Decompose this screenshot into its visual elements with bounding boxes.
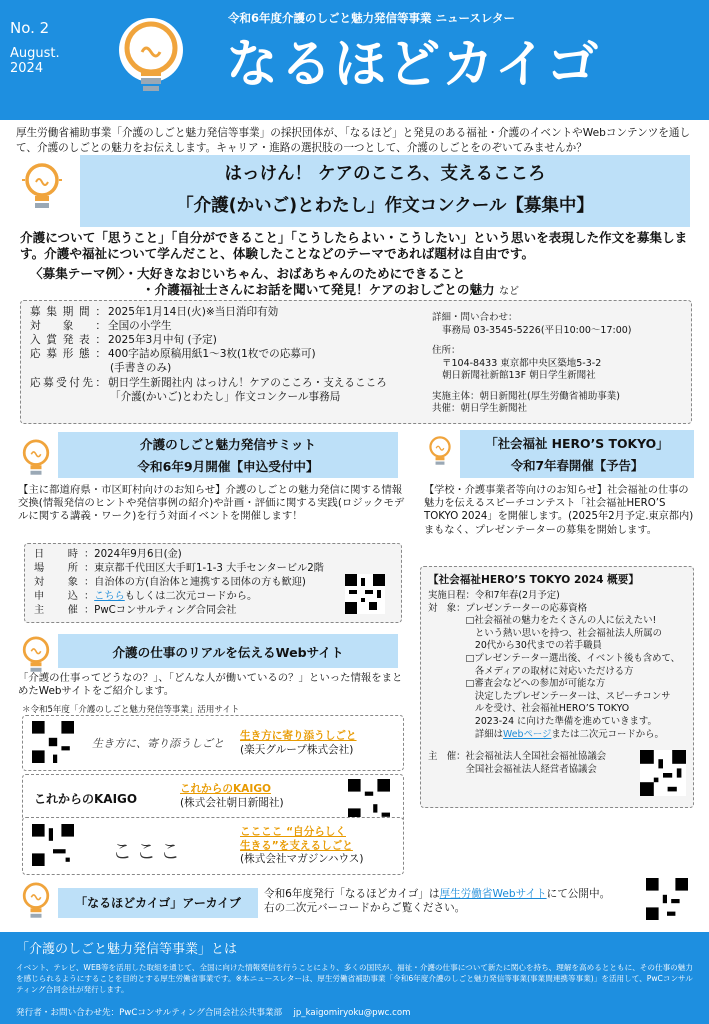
qr-code-icon[interactable] (640, 750, 686, 796)
detail-row: 応募受付先： 朝日学生新聞社内 はっけん！ケアのこころ・支えるこころ (30, 377, 387, 389)
theme-item: 大好きなおじいちゃん、おばあちゃんのためにできること (137, 266, 466, 281)
footer-title: 「介護のしごと魅力発信等事業」とは (16, 942, 238, 957)
archive-description: 令和6年度発行「なるほどカイゴ」は厚生労働省Webサイトにて公開中。 右の二次元バーコードからご覧ください。 (264, 888, 611, 914)
hero-webpage-link[interactable] (520, 729, 570, 742)
theme-note: など (499, 286, 520, 297)
footer-body: イベント、テレビ、WEB等を活用した取組を通じて、全国に向けた情報発信を行うことにより、多くの国民が、福祉・介護の仕事について新たに関心を持ち、理解を高めるとともに、その仕事の魅力を感じられるようにすることを目的とする厚生労働省事業です。※本ニュースレターは、厚生労働省補助事業「令和6年度介護のしごと魅力発信等事業(事業間連携等事業)」を活用して、PwCコンサルティング合同会社が発行します。 (16, 963, 693, 995)
lightbulb-icon (20, 160, 64, 216)
contest-title-line1: はっけん！ ケアのこころ、支えるこころ (224, 164, 546, 184)
hero-title-line1: 「社会福祉 HERO’S TOKYO」 (485, 436, 669, 451)
summit-title-line2: 令和6年9月開催【申込受付中】 (137, 459, 319, 474)
issue-month: August. (10, 46, 60, 61)
site-logo: 生き方に、寄り添うしごと (92, 737, 224, 750)
site-link[interactable]: 生き方に寄り添うしごと (楽天グループ株式会社) (240, 730, 357, 756)
detail-row: 「介護(かいご)とわたし」作文コンクール事務局 (110, 391, 341, 403)
summit-apply-link[interactable] (84, 590, 124, 604)
lightbulb-icon (18, 880, 54, 924)
detail-row: 日時 ：2024年9月6日(金) (34, 549, 182, 560)
intro-text: 厚生労働省補助事業「介護のしごと魅力発信等事業」の採択団体が、「なるほど」と発見のある福祉・介護のイベントやWebコンテンツを通して、介護のしごとの魅力をお伝えします。キャリア・進路の選択肢の一つとして、介護のしごとをのぞいてみませんか？ (16, 127, 691, 154)
summit-description: 【主に都道府県・市区町村向けのお知らせ】介護のしごとの魅力発信に関する情報交換(情報発信のヒントや発信事例の紹介)や計画・評価に関する実践(ロジックモデルに関する講義・ワーク)を行う対面イベントを開催します！ (18, 484, 405, 523)
detail-row: 主催 ：PwCコンサルティング合同会社 (34, 605, 237, 616)
detail-row: 対象 ：自治体の方(自治体と連携する団体の方も歓迎) (34, 577, 306, 588)
issue-year: 2024 (10, 61, 44, 76)
lightbulb-icon (112, 12, 190, 104)
archive-title: 「なるほどカイゴ」アーカイブ (75, 896, 241, 910)
qr-code-icon[interactable] (32, 824, 74, 866)
lightbulb-icon (18, 437, 54, 481)
summit-title-line1: 介護のしごと魅力発信サミット (139, 437, 317, 452)
web-note: ＊令和5年度「介護のしごと魅力発信等事業」活用サイト (22, 705, 240, 715)
hero-box-title: 【社会福祉HERO’S TOKYO 2024 概要】 (428, 574, 639, 586)
site-logo: こここ (112, 839, 184, 863)
detail-row: 応募形態： 400字詰め原稿用紙1～3枚(1枚での応募可) (30, 348, 316, 360)
themes-label: 〈募集テーマ例〉・ (30, 266, 138, 281)
detail-row: 入賞発表： 2025年3月中旬 (予定) (30, 334, 217, 346)
theme-item: ・介護福祉士さんにお話を聞いて発見！ケアのおしごとの魅力 (142, 282, 495, 297)
detail-row: 募集期間： 2025年1月14日(火)※当日消印有効 (30, 306, 279, 318)
site-link[interactable]: ここここ “自分らしく 生きる”を支えるしごと (株式会社マガジンハウス) (240, 826, 364, 865)
qr-code-icon[interactable] (32, 721, 74, 763)
issue-number: No. 2 (10, 19, 50, 37)
detail-row: 申込 ：こちらもしくは二次元コードから。 (34, 591, 258, 602)
site-link[interactable]: これからのKAIGO (株式会社朝日新聞社) (180, 783, 284, 809)
summit-details (34, 548, 324, 618)
contest-description: 介護について「思うこと」「自分ができること」「こうしたらよい・こうしたい」という思いを表現した作文を募集します。介護や福祉について学んだこと、体験したことなどのテーマであれば題材は自由です。 (20, 230, 688, 261)
contest-themes (30, 266, 519, 300)
hero-title-line2: 令和7年春開催【予告】 (510, 458, 644, 473)
hero-description: 【学校・介護事業者等向けのお知らせ】社会福祉の仕事の魅力を伝えるスピーチコンテスト「社会福祉HERO’S TOKYO 2024」を開催します。(2025年2月予定.東京都内) まもなく、プレゼンテーターの募集を開始します。 (424, 485, 694, 536)
web-description: 「介護の仕事ってどうなの？」、「どんな人が働いているの？」といった情報をまとめたWebサイトをご紹介します。 (18, 672, 403, 698)
web-title: 介護の仕事のリアルを伝えるWebサイト (112, 645, 344, 660)
mhlw-website-link[interactable]: 厚生労働省Webサイト (439, 888, 547, 900)
qr-code-icon[interactable] (345, 574, 385, 614)
header-subtitle: 令和6年度介護のしごと魅力発信等事業 ニュースレター (228, 11, 515, 25)
contest-contact: 詳細・問い合わせ： 事務局 03-3545-5226(平日10:00～17:00) 住所： 〒104-8433 東京都中央区築地5-3-2 朝日新聞社新館13F 朝日学生新聞社 実施主体：朝日新聞社(厚生労働省補助事業) 共催：朝日学生新聞社 (432, 312, 632, 414)
page-title: なるほどカイゴ (226, 35, 601, 95)
issue-info (10, 18, 60, 76)
contest-title-line2: 「介護(かいご)とわたし」作文コンクール【募集中】 (176, 196, 594, 216)
detail-row: 場所 ：東京都千代田区大手町1-1-3 大手センタービル2階 (34, 563, 324, 574)
detail-row: 対象： 全国の小学生 (30, 320, 172, 332)
detail-row: (手書きのみ) (110, 362, 172, 374)
hero-details: 実施日程：令和7年春(2月予定) 対 象：プレゼンテーターの応募資格 □社会福祉の魅力をたくさんの人に伝えたい! という熱い思いを持つ、社会福祉法人所属の 20代から30代までの若手職員 □プレゼンテーター選出後、イベント後も含めて、 各メディアの取材に対応いただける方 □審査会などへの参加が可能な方 決定したプレゼンテーターは、スピーチコンサ ルを受け、社会福祉HERO’S TOKYO 2023-24 に向けた準備を進めていきます。 詳細はWebページまたは二次元コードから。 主 催：社会福祉法人全国社会福祉協議会 全国社会福祉法人経営者協議会 (428, 590, 681, 775)
footer-contact: 発行者・お問い合わせ先：PwCコンサルティング合同会社公共事業部 jp_kaigomiryoku@pwc.com (16, 1008, 411, 1018)
lightbulb-icon (426, 434, 454, 470)
qr-code-icon[interactable] (646, 878, 688, 920)
site-logo: これからのKAIGO (34, 792, 138, 806)
qr-code-icon[interactable] (348, 779, 390, 821)
